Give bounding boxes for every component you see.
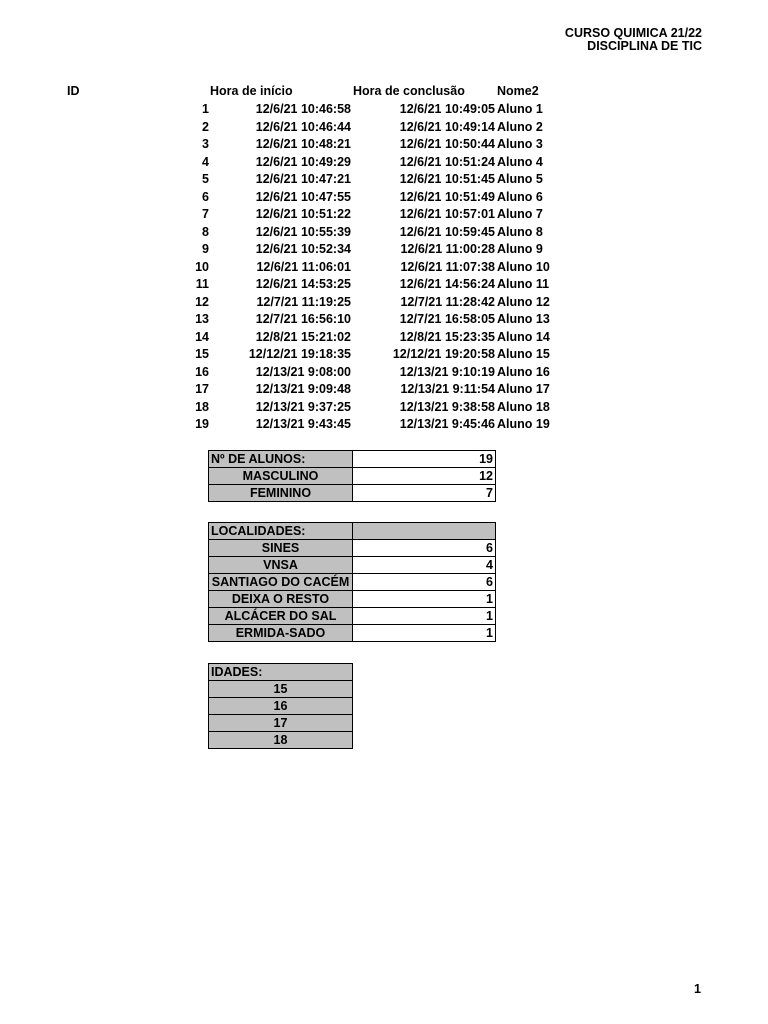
locality-count: 4: [353, 557, 496, 574]
table-row: [0, 416, 768, 434]
row-id: 17: [195, 382, 209, 396]
localities-header-blank: [353, 523, 496, 540]
row-start-time: 12/6/21 10:55:39: [255, 224, 351, 239]
row-end-time: 12/13/21 9:45:46: [399, 417, 495, 431]
male-count: 12: [353, 468, 496, 485]
row-id: 4: [202, 154, 209, 169]
table-row: [0, 276, 768, 294]
row-name: Aluno 6: [497, 189, 543, 204]
locality-count: 1: [353, 608, 496, 625]
age-value: 17: [209, 715, 353, 732]
row-start-time: 12/13/21 9:37:25: [255, 399, 351, 414]
row-start-time: 12/6/21 10:48:21: [255, 137, 351, 151]
table-row: [0, 399, 768, 417]
row-name: Aluno 9: [497, 242, 543, 256]
row-start-time: 12/12/21 19:18:35: [248, 347, 351, 361]
table-row: [0, 346, 768, 364]
row-name: Aluno 4: [497, 154, 543, 169]
row-end-time: 12/6/21 10:51:49: [399, 189, 495, 204]
locality-count: 1: [353, 591, 496, 608]
row-start-time: 12/7/21 11:19:25: [256, 294, 351, 309]
row-id: 14: [195, 329, 209, 344]
row-end-time: 12/13/21 9:38:58: [399, 399, 495, 414]
row-name: Aluno 3: [497, 137, 543, 151]
table-row: [209, 698, 353, 715]
row-end-time: 12/6/21 10:49:14: [399, 119, 495, 134]
column-header-start-time: Hora de início: [210, 84, 293, 98]
row-end-time: 12/7/21 11:28:42: [400, 294, 495, 309]
table-row: [0, 136, 768, 154]
table-row: [209, 485, 496, 502]
row-end-time: 12/7/21 16:58:05: [399, 312, 495, 326]
locality-name: ERMIDA-SADO: [209, 625, 353, 642]
table-row: [209, 540, 496, 557]
row-start-time: 12/6/21 10:51:22: [255, 207, 351, 221]
row-id: 7: [202, 207, 209, 221]
ages-title: IDADES:: [209, 664, 353, 681]
localities-title: LOCALIDADES:: [209, 523, 353, 540]
table-row: [209, 625, 496, 642]
table-row: [209, 681, 353, 698]
row-start-time: 12/7/21 16:56:10: [255, 312, 351, 326]
table-row: [209, 732, 353, 749]
locality-name: VNSA: [209, 557, 353, 574]
female-count: 7: [353, 485, 496, 502]
row-id: 19: [195, 417, 209, 431]
locality-count: 6: [353, 574, 496, 591]
localities-table: [208, 522, 496, 642]
row-start-time: 12/6/21 10:47:21: [255, 172, 351, 186]
male-label: MASCULINO: [209, 468, 353, 485]
locality-name: SINES: [209, 540, 353, 557]
row-id: 2: [202, 119, 209, 134]
row-id: 1: [202, 102, 209, 116]
row-name: Aluno 7: [497, 207, 543, 221]
female-label: FEMININO: [209, 485, 353, 502]
row-name: Aluno 17: [497, 382, 550, 396]
locality-name: SANTIAGO DO CACÉM: [209, 574, 353, 591]
course-title: CURSO QUIMICA 21/22: [564, 26, 702, 40]
table-row: [209, 664, 353, 681]
row-name: Aluno 12: [497, 294, 550, 309]
table-row: [0, 241, 768, 259]
row-id: 3: [202, 137, 209, 151]
row-id: 18: [195, 399, 209, 414]
discipline-title: DISCIPLINA DE TIC: [587, 39, 702, 53]
table-row: [209, 715, 353, 732]
row-name: Aluno 10: [497, 259, 550, 274]
row-end-time: 12/12/21 19:20:58: [392, 347, 495, 361]
students-summary-table: [208, 450, 496, 502]
students-title: Nº DE ALUNOS:: [209, 451, 353, 468]
table-row: [209, 468, 496, 485]
table-row: [209, 591, 496, 608]
row-end-time: 12/6/21 10:49:05: [399, 102, 495, 116]
age-value: 18: [209, 732, 353, 749]
row-end-time: 12/6/21 10:57:01: [399, 207, 495, 221]
page-number: 1: [694, 982, 701, 996]
row-name: Aluno 19: [497, 417, 550, 431]
responses-list: [0, 101, 768, 434]
row-start-time: 12/6/21 14:53:25: [255, 277, 351, 291]
table-row: [209, 523, 496, 540]
locality-count: 1: [353, 625, 496, 642]
table-row: [0, 154, 768, 172]
row-id: 13: [195, 312, 209, 326]
row-end-time: 12/6/21 11:07:38: [400, 259, 495, 274]
row-end-time: 12/6/21 10:59:45: [399, 224, 495, 239]
row-name: Aluno 5: [497, 172, 543, 186]
row-id: 5: [202, 172, 209, 186]
row-id: 15: [195, 347, 209, 361]
row-name: Aluno 2: [497, 119, 543, 134]
row-end-time: 12/8/21 15:23:35: [399, 329, 495, 344]
locality-name: DEIXA O RESTO: [209, 591, 353, 608]
table-row: [209, 574, 496, 591]
row-name: Aluno 18: [497, 399, 550, 414]
row-start-time: 12/6/21 10:49:29: [255, 154, 351, 169]
table-row: [0, 189, 768, 207]
row-id: 12: [195, 294, 209, 309]
row-start-time: 12/13/21 9:08:00: [255, 364, 351, 379]
row-end-time: 12/13/21 9:11:54: [400, 382, 495, 396]
table-row: [0, 329, 768, 347]
table-row: [0, 119, 768, 137]
row-end-time: 12/6/21 10:51:24: [399, 154, 495, 169]
table-row: [0, 224, 768, 242]
table-row: [0, 364, 768, 382]
row-name: Aluno 16: [497, 364, 550, 379]
table-row: [209, 557, 496, 574]
row-start-time: 12/6/21 10:46:44: [255, 119, 351, 134]
row-id: 10: [195, 259, 209, 274]
table-row: [0, 171, 768, 189]
row-name: Aluno 1: [497, 102, 543, 116]
table-row: [209, 608, 496, 625]
table-row: [0, 101, 768, 119]
table-row: [0, 381, 768, 399]
row-end-time: 12/6/21 14:56:24: [399, 277, 495, 291]
row-name: Aluno 13: [497, 312, 550, 326]
row-start-time: 12/6/21 10:52:34: [255, 242, 351, 256]
row-id: 16: [195, 364, 209, 379]
table-row: [0, 206, 768, 224]
row-name: Aluno 8: [497, 224, 543, 239]
table-row: [0, 294, 768, 312]
row-id: 9: [202, 242, 209, 256]
table-row: [0, 311, 768, 329]
row-start-time: 12/13/21 9:09:48: [255, 382, 351, 396]
row-end-time: 12/6/21 11:00:28: [400, 242, 495, 256]
row-name: Aluno 11: [497, 277, 550, 291]
table-row: [0, 259, 768, 277]
column-header-id: ID: [67, 84, 80, 98]
column-header-name: Nome2: [497, 84, 539, 98]
locality-name: ALCÁCER DO SAL: [209, 608, 353, 625]
row-id: 11: [195, 277, 209, 291]
row-start-time: 12/13/21 9:43:45: [255, 417, 351, 431]
row-start-time: 12/8/21 15:21:02: [255, 329, 351, 344]
row-start-time: 12/6/21 10:47:55: [255, 189, 351, 204]
row-end-time: 12/6/21 10:51:45: [399, 172, 495, 186]
ages-table: [208, 663, 353, 749]
row-id: 8: [202, 224, 209, 239]
students-total: 19: [353, 451, 496, 468]
row-start-time: 12/6/21 11:06:01: [256, 259, 351, 274]
row-end-time: 12/13/21 9:10:19: [399, 364, 495, 379]
row-name: Aluno 14: [497, 329, 550, 344]
age-value: 15: [209, 681, 353, 698]
row-id: 6: [202, 189, 209, 204]
table-row: [209, 451, 496, 468]
row-start-time: 12/6/21 10:46:58: [255, 102, 351, 116]
age-value: 16: [209, 698, 353, 715]
row-name: Aluno 15: [497, 347, 550, 361]
column-header-end-time: Hora de conclusão: [353, 84, 465, 98]
row-end-time: 12/6/21 10:50:44: [399, 137, 495, 151]
locality-count: 6: [353, 540, 496, 557]
